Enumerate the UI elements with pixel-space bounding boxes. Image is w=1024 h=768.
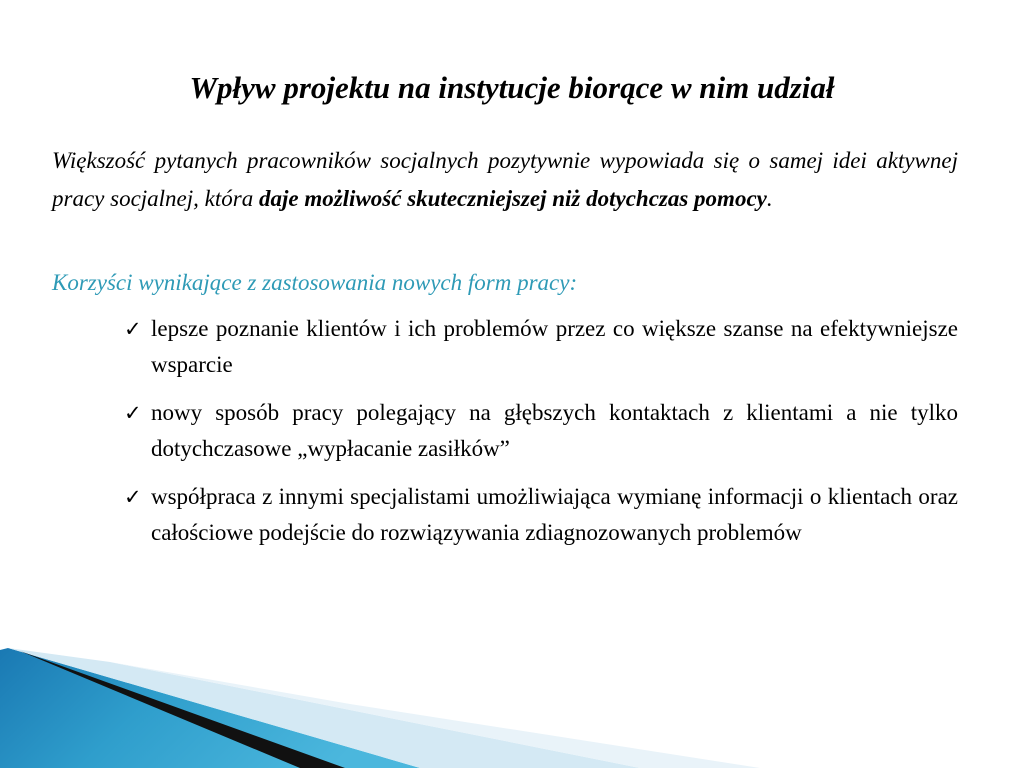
benefits-heading: Korzyści wynikające z zastosowania nowych form pracy: bbox=[52, 270, 578, 295]
intro-paragraph bbox=[52, 142, 958, 218]
benefit-item bbox=[124, 479, 958, 551]
checkmark-icon: ✓ bbox=[124, 317, 142, 341]
benefit-item bbox=[124, 311, 958, 383]
intro-end-punctuation: . bbox=[766, 186, 773, 211]
intro-text: Większość pytanych pracowników socjalnych pozytywnie wypowiada się o samej idei aktywnej pracy socjalnej, która bbox=[52, 148, 958, 211]
benefit-text: lepsze poznanie klientów i ich problemów przez co większe szanse na efektywniejsze wsparcie bbox=[151, 316, 958, 377]
checkmark-icon: ✓ bbox=[124, 401, 142, 425]
checkmark-icon: ✓ bbox=[124, 485, 142, 509]
benefits-list bbox=[124, 311, 958, 563]
benefit-item bbox=[124, 395, 958, 467]
slide-title: Wpływ projektu na instytucje biorące w nim udział bbox=[189, 70, 835, 105]
intro-emphasis: daje możliwość skuteczniejszej niż dotychczas pomocy bbox=[258, 186, 767, 211]
benefit-text: współpraca z innymi specjalistami umożliwiająca wymianę informacji o klientach oraz całościowe podejście do rozwiązywania zdiagnozowanych problemów bbox=[151, 484, 958, 545]
benefit-text: nowy sposób pracy polegający na głębszych kontaktach z klientami a nie tylko dotychczasowe „wypłacanie zasiłków” bbox=[151, 400, 958, 461]
